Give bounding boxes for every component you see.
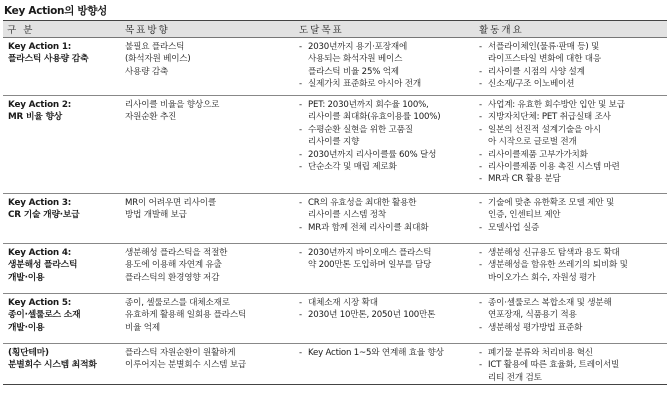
activity-item: 바이오가스 회수, 자원성 평가	[488, 272, 596, 283]
goal-item: - 수평순환 실현을 위한 고품질	[299, 124, 471, 136]
activity-cell	[475, 294, 667, 344]
goal-item: - 실제가치 표준화로 아시아 전개	[299, 78, 471, 90]
activity-item: - 지방자치단체: PET 취급실태 조사	[479, 111, 663, 123]
header-activity: 활동개요	[475, 21, 667, 38]
key-action-label: 생분해성 플라스틱	[8, 260, 78, 271]
activity-item: - 리사이클제품 고부가가치화	[479, 149, 663, 161]
activity-cell	[475, 194, 667, 244]
activity-item: - 사업계: 유효한 회수방안 입안 및 보급	[479, 99, 663, 111]
table-row	[3, 344, 667, 385]
goal-item: - Key Action 1~5와 연계해 효율 향상	[299, 347, 471, 359]
activity-item: - ICT 활용에 따른 효율화, 트레이서빌	[479, 359, 663, 371]
goal-item: - PET: 2030년까지 회수율 100%,	[299, 99, 471, 111]
direction-line: 용도에 이용해 자연계 유출	[125, 260, 222, 271]
key-action-label: Key Action 5:	[8, 298, 72, 308]
direction-cell	[121, 194, 295, 244]
activity-cell	[475, 96, 667, 194]
activity-item: - 리사이클 시점의 사양 설계	[479, 66, 663, 78]
activity-item: 아 시작으로 글로벌 전개	[488, 137, 577, 148]
activity-item: 연포장재, 식품용기 적용	[488, 310, 577, 321]
direction-line: 플라스틱 자원순환이 원활하게	[125, 348, 236, 358]
activity-item: 리티 전개 검토	[488, 372, 542, 383]
table-row	[3, 244, 667, 294]
key-action-label: (횡단테마)	[8, 348, 49, 358]
goal-cell	[295, 38, 475, 96]
activity-item: - 생분해성 신규용도 탐색과 용도 확대	[479, 247, 663, 259]
activity-item: - 리사이클제품 이용 촉진 시스템 마련	[479, 161, 663, 173]
goal-cell	[295, 344, 475, 385]
key-action-cell	[3, 194, 121, 244]
key-action-cell	[3, 344, 121, 385]
key-action-label: 개발·이용	[8, 322, 45, 333]
key-action-cell	[3, 38, 121, 96]
goal-cell	[295, 96, 475, 194]
direction-cell	[121, 38, 295, 96]
direction-line: 생분해성 플라스틱을 적절한	[125, 248, 228, 258]
goal-item: - MR과 함께 전체 리사이클 최대화	[299, 222, 471, 234]
goal-item: - 2030년 10만톤, 2050년 100만톤	[299, 309, 471, 321]
goal-item: 리사이클 시스템 정착	[308, 210, 386, 221]
direction-line: 자원순환 추진	[125, 112, 177, 123]
table-row	[3, 294, 667, 344]
activity-item: - 생분해성을 함유한 쓰레기의 퇴비화 및	[479, 259, 663, 271]
goal-item: - 대체소재 시장 확대	[299, 297, 471, 309]
activity-item: 라이프스타일 변화에 대한 대응	[488, 54, 601, 65]
direction-line: 종이, 셀룰로스를 대체소재로	[125, 298, 230, 308]
activity-cell	[475, 344, 667, 385]
key-action-label: CR 기술 개량·보급	[8, 210, 80, 221]
activity-item: - 종이·셀룰로스 복합소재 및 생분해	[479, 297, 663, 309]
header-category: 구 분	[3, 21, 121, 38]
direction-line: 비율 억제	[125, 322, 160, 333]
goal-item: - 2030년까지 용기·포장재에	[299, 41, 471, 53]
table-body	[3, 38, 667, 385]
direction-line: (화석자원 베이스)	[125, 54, 191, 65]
key-action-label: 분별회수 시스템 최적화	[8, 360, 97, 371]
key-action-cell	[3, 294, 121, 344]
header-row	[3, 21, 667, 38]
activity-cell	[475, 38, 667, 96]
direction-line: 방법 개발해 보급	[125, 210, 187, 221]
table-row	[3, 194, 667, 244]
key-action-label: Key Action 3:	[8, 198, 72, 208]
key-action-label: 플라스틱 사용량 감축	[8, 54, 89, 65]
direction-line: MR이 어려우면 리사이클	[125, 198, 216, 208]
key-action-label: Key Action 1:	[8, 42, 72, 52]
activity-item: - 생분해성 평가방법 표준화	[479, 322, 663, 334]
table-row	[3, 96, 667, 194]
key-action-cell	[3, 244, 121, 294]
header-direction: 목표방향	[121, 21, 295, 38]
table-title: Key Action의 방향성	[4, 5, 107, 17]
activity-item: - 신소재/구조 이노베이션	[479, 78, 663, 90]
goal-item: 리사이클 최대화(유효이용률 100%)	[308, 112, 441, 123]
activity-item: - 모델사업 실증	[479, 222, 663, 234]
table-row	[3, 38, 667, 96]
goal-item: - 2030년까지 리사이클률 60% 달성	[299, 149, 471, 161]
direction-cell	[121, 96, 295, 194]
goal-item: - 2030년까지 바이오매스 플라스틱	[299, 247, 471, 259]
key-action-cell	[3, 96, 121, 194]
key-action-label: Key Action 2:	[8, 100, 72, 110]
goal-item: 사용되는 화석자원 베이스	[308, 54, 403, 65]
goal-cell	[295, 294, 475, 344]
direction-line: 리사이클 비율을 향상으로	[125, 100, 220, 110]
activity-item: - 폐기물 분류와 처리비용 혁신	[479, 347, 663, 359]
direction-line: 불필요 플라스틱	[125, 42, 185, 52]
activity-cell	[475, 244, 667, 294]
activity-item: - 기술에 맞춘 유한확조 모델 제안 및	[479, 197, 663, 209]
activity-item: 인증, 인센티브 제안	[488, 210, 561, 221]
goal-cell	[295, 194, 475, 244]
direction-cell	[121, 244, 295, 294]
key-action-label: 종이·셀룰로스 소재	[8, 310, 81, 321]
goal-cell	[295, 244, 475, 294]
direction-line: 플라스틱의 환경영향 저감	[125, 272, 220, 283]
activity-item: - 일본의 선진적 설계기술을 아시	[479, 124, 663, 136]
goal-item: 플라스틱 비율 25% 억제	[308, 66, 399, 77]
goal-item: - CR의 유효성을 최대한 활용한	[299, 197, 471, 209]
key-action-label: Key Action 4:	[8, 248, 72, 258]
activity-item: - 서플라이체인(물류·판매 등) 및	[479, 41, 663, 53]
direction-line: 유효하게 활용해 일회용 플라스틱	[125, 310, 247, 321]
key-action-label: 개발·이용	[8, 272, 45, 283]
goal-item: - 단순소각 및 매립 제로화	[299, 161, 471, 173]
direction-cell	[121, 294, 295, 344]
direction-line: 이루어지는 분별회수 시스템 보급	[125, 360, 247, 371]
direction-cell	[121, 344, 295, 385]
activity-item: - MR과 CR 활용 분담	[479, 173, 663, 185]
goal-item: 약 200만톤 도입하며 일부를 담당	[308, 260, 432, 271]
key-action-label: MR 비율 향상	[8, 112, 63, 123]
direction-line: 사용량 감축	[125, 66, 169, 77]
goal-item: 리사이클 지향	[308, 137, 360, 148]
header-goal: 도달목표	[295, 21, 475, 38]
key-action-table	[3, 20, 667, 385]
